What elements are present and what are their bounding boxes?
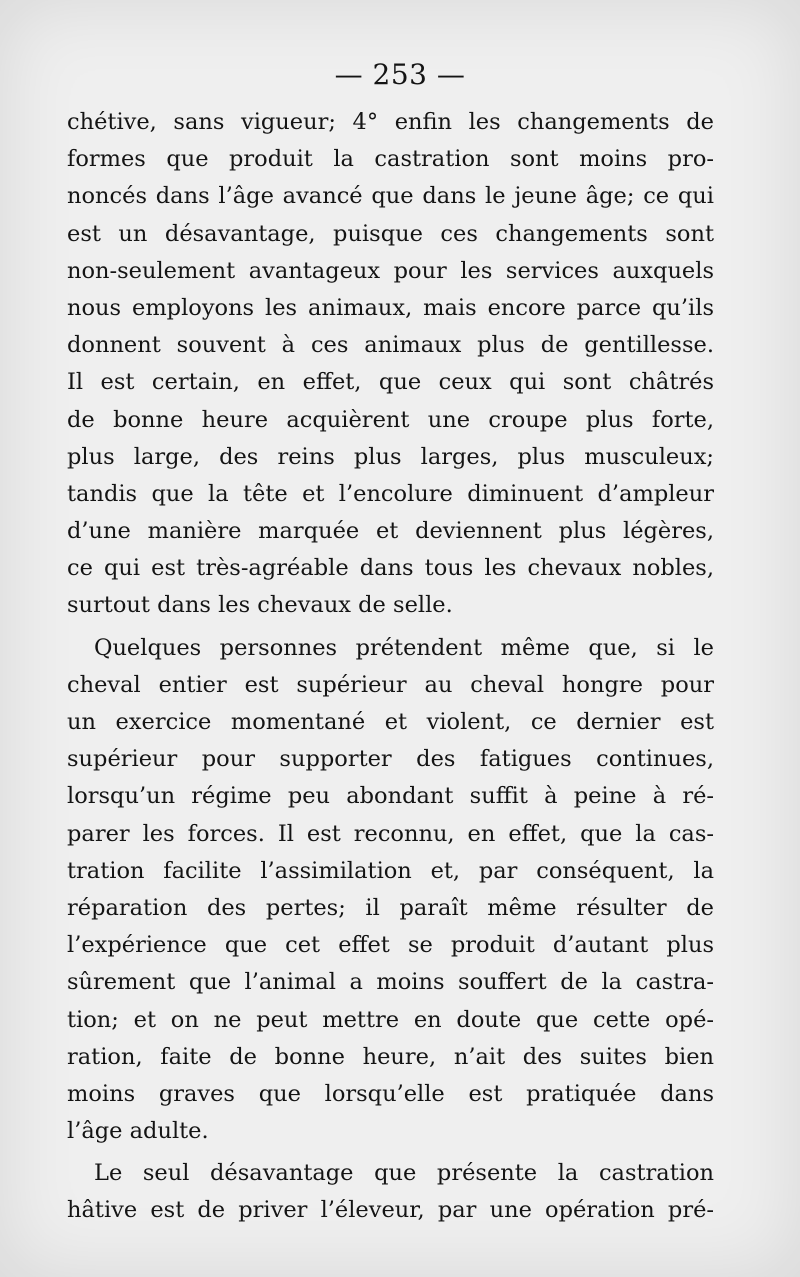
text-line: l’expérience que cet effet se produit d’autant plus: [67, 932, 714, 959]
text-line: moins graves que lorsqu’elle est pratiquée dans: [67, 1080, 714, 1107]
text-line: Il est certain, en effet, que ceux qui sont châtrés: [67, 369, 714, 396]
text-line: supérieur pour supporter des fatigues continues,: [67, 746, 714, 773]
text-line: l’âge adulte.: [67, 1118, 209, 1145]
paragraph: [67, 1155, 714, 1229]
text-line: Quelques personnes prétendent même que, si le: [94, 634, 714, 661]
text-line: plus large, des reins plus larges, plus musculeux;: [67, 443, 714, 470]
text-line: nous employons les animaux, mais encore parce qu’ils: [67, 294, 714, 321]
text-line: Le seul désavantage que présente la castration: [94, 1160, 714, 1187]
text-line: lorsqu’un régime peu abondant suffit à peine à ré-: [67, 783, 714, 810]
text-line: ration, faite de bonne heure, n’ait des suites bien: [67, 1043, 714, 1070]
text-line: est un désavantage, puisque ces changements sont: [67, 220, 714, 247]
text-line: formes que produit la castration sont moins pro-: [67, 146, 714, 173]
text-line: noncés dans l’âge avancé que dans le jeune âge; ce qui: [67, 183, 714, 210]
text-line: tration facilite l’assimilation et, par conséquent, la: [67, 857, 714, 884]
text-line: d’une manière marquée et deviennent plus légères,: [67, 518, 714, 545]
text-line: cheval entier est supérieur au cheval hongre pour: [67, 671, 714, 698]
text-line: hâtive est de priver l’éleveur, par une opération pré-: [67, 1197, 714, 1224]
text-line: surtout dans les chevaux de selle.: [67, 592, 453, 619]
text-line: chétive, sans vigueur; 4° enfin les changements de: [67, 109, 714, 135]
body-text: [67, 104, 714, 1230]
text-line: tion; et on ne peut mettre en doute que cette opé-: [67, 1006, 714, 1033]
text-line: donnent souvent à ces animaux plus de gentillesse.: [67, 332, 714, 359]
paragraph: [67, 630, 714, 1151]
text-line: tandis que la tête et l’encolure diminuent d’ampleur: [67, 480, 714, 507]
text-line: un exercice momentané et violent, ce dernier est: [67, 709, 714, 735]
paragraph: [67, 104, 714, 625]
text-line: non-seulement avantageux pour les services auxquels: [67, 257, 714, 284]
text-line: parer les forces. Il est reconnu, en effet, que la cas-: [67, 820, 714, 847]
text-line: ce qui est très-agréable dans tous les chevaux nobles,: [67, 555, 714, 582]
text-line: sûrement que l’animal a moins souffert de la castra-: [67, 969, 714, 996]
text-line: réparation des pertes; il paraît même résulter de: [67, 894, 714, 921]
page-number: — 253 —: [334, 58, 466, 91]
text-line: de bonne heure acquièrent une croupe plus forte,: [67, 406, 714, 433]
